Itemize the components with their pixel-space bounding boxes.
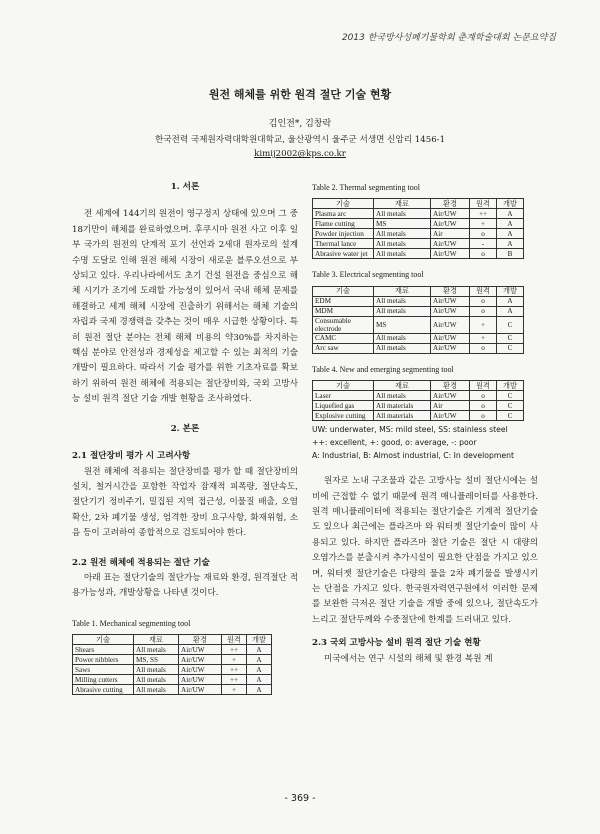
table-cell: Air/UW [179,675,222,685]
header-environment: 환경 [431,381,470,391]
header-development: 개발 [497,199,524,209]
table-cell: + [470,316,497,333]
table-4-caption: Table 4. New and emerging segmenting tool [312,364,454,374]
table-cell: ++ [470,209,497,219]
table-cell: Air/UW [431,333,470,343]
table-row [313,343,524,353]
table-row [73,645,272,655]
table-cell: Explosive cutting [313,411,374,421]
table-cell: All metals [374,239,431,249]
table-row [73,685,272,695]
table-cell: ++ [222,665,247,675]
table-cell: B [497,249,524,259]
table-cell: Powder injection [313,229,374,239]
section-2-1-heading: 2.1 절단장비 평가 시 고려사항 [72,451,191,462]
table-cell: All metals [374,209,431,219]
table-header-row [313,286,524,296]
left-column [72,180,298,695]
table-cell: C [497,401,524,411]
table-cell: A [247,655,272,665]
header-tech: 기술 [313,286,374,296]
legend-line-1: UW: underwater, MS: mild steel, SS: stainless steel [312,425,508,435]
table-cell: Air [431,401,470,411]
email-link[interactable]: kimij2002@kps.co.kr [254,149,346,159]
table-1-body [73,645,272,695]
table-cell: EDM [313,296,374,306]
header-remote: 원격 [470,199,497,209]
table-cell: + [222,685,247,695]
body-heading: 2. 본론 [170,423,200,434]
table-cell: Liquefied gas [313,401,374,411]
table-cell: Air/UW [179,655,222,665]
table-cell: All materials [374,411,431,421]
table-header-row [73,635,272,645]
table-row [313,209,524,219]
table-cell: Air/UW [431,343,470,353]
table-cell: Air/UW [431,219,470,229]
running-header: 2013 한국방사성폐기물학회 춘계학술대회 논문요약집 [341,33,556,43]
table-1-caption: Table 1. Mechanical segmenting tool [72,618,191,628]
table-cell: Saws [73,665,134,675]
table-cell: o [470,306,497,316]
table-cell: Air/UW [179,645,222,655]
header-remote: 원격 [470,286,497,296]
table-cell: A [247,685,272,695]
table-cell: A [497,296,524,306]
header-material: 재료 [134,635,179,645]
section-2-2-heading: 2.2 원전 해체에 적용되는 절단 기술 [72,557,210,568]
table-cell: All metals [374,229,431,239]
table-cell: Laser [313,391,374,401]
table-row [313,306,524,316]
table-header-row [313,381,524,391]
table-cell: - [470,239,497,249]
header-development: 개발 [497,381,524,391]
table-row [313,296,524,306]
table-cell: A [497,209,524,219]
table-cell: + [470,333,497,343]
table-cell: C [497,411,524,421]
table-cell: ++ [222,675,247,685]
header-environment: 환경 [431,286,470,296]
table-cell: o [470,411,497,421]
right-column [312,180,538,667]
table-cell: C [497,343,524,353]
table-cell: MS [374,316,431,333]
page-number: - 369 - [284,793,316,804]
table-cell: A [497,306,524,316]
table-cell: Air [431,229,470,239]
section-2-2-paragraph: 아래 표는 절단기술의 절단가능 재료와 환경, 원격절단 적용가능성과, 개발상황을 나타낸 것이다. [72,572,298,599]
remote-cutting-paragraph: 원자로 노내 구조물과 같은 고방사능 설비 절단시에는 설비에 근접할 수 없기 때문에 원격 매니퓰레이터를 사용한다. 원격 매니퓰레이터에 적용되는 절단기술은 기계적 절단기술도 있으나 최근에는 플라즈마 와 워터젯 절단기술이 많이 사용되고 있다. 하지만 플라즈마 절단 기술은 절단 시 대량의 오염가스를 분출시켜 추가시설이 필요한 단점을 가지고 있으며, 워터젯 절단기술은 다량의 물을 2차 폐기물을 발생시키는 단점을 가지고 있다. 한국원자력연구원에서 이러한 문제를 보완한 극저온 절단 기술을 개발 중에 있으나, 절단속도가 느리고 절단두께와 수중절단에 한계를 드러내고 있다. [312,476,538,625]
table-cell: Air/UW [179,685,222,695]
table-cell: o [470,229,497,239]
table-cell: Plasma arc [313,209,374,219]
table-cell: All materials [374,401,431,411]
table-cell: Air/UW [431,316,470,333]
table-cell: Milling cutters [73,675,134,685]
header-tech: 기술 [313,381,374,391]
header-remote: 원격 [222,635,247,645]
table-row [73,655,272,665]
legend-line-2: ++: excellent, +: good, o: average, -: poor [312,438,477,448]
table-row [313,239,524,249]
table-cell: All metals [374,343,431,353]
table-cell: All metals [374,306,431,316]
table-2 [312,198,524,259]
affiliation: 한국전력 국제원자력대학원대학교, 울산광역시 울주군 서생면 신암리 1456-1 [154,135,446,145]
table-row [313,333,524,343]
table-cell: Abrasive water jet [313,249,374,259]
header-development: 개발 [497,286,524,296]
authors: 김인전*, 김창락 [268,119,332,129]
table-3-body [313,296,524,353]
table-cell: All metals [134,675,179,685]
table-row [313,229,524,239]
intro-paragraph: 전 세계에 144기의 원전이 영구정지 상태에 있으며 그 중 18기만이 해체를 완료하였으며. 후쿠시마 원전 사고 이후 일부 국가의 원전의 단계적 포기 선언과 2세대 원자로의 설계수명 도달로 인해 원전 해체 시장이 새로운 블루오션으로 부상되고 있다. 우리나라에서도 초기 건설 원전을 중심으로 해체 시기가 조기에 도래할 가능성이 있어서 국내 해체 문제를 해결하고 세계 해체 시장에 진출하기 위해서는 해체 기술의 자립과 국제 경쟁력을 갖추는 것이 매우 시급한 상황이다. 특히 원전 절단 분야는 전체 해체 비용의 약30%를 차지하는 핵심 분야로 안전성과 경제성을 제고할 수 있는 최적의 기술 개발이 필요하다. 따라서 기술 평가를 위한 기초자료를 확보하기 위하여 원전 해체에 적용되는 절단장비와, 국외 고방사능 설비 원격 절단 기술 개발 현황을 조사하였다. [72,209,298,405]
table-cell: Shears [73,645,134,655]
table-cell: MS [374,219,431,229]
table-cell: Air/UW [431,391,470,401]
table-cell: All metals [134,685,179,695]
header-material: 재료 [374,286,431,296]
header-environment: 환경 [431,199,470,209]
table-row [313,391,524,401]
table-cell: Thermal lance [313,239,374,249]
table-cell: + [470,219,497,229]
header-tech: 기술 [73,635,134,645]
table-3 [312,286,524,354]
table-cell: o [470,401,497,411]
table-cell: o [470,249,497,259]
table-row [313,316,524,333]
table-2-body [313,209,524,259]
table-cell: C [497,316,524,333]
section-2-3-heading: 2.3 국외 고방사능 설비 원격 절단 기술 현황 [312,638,481,649]
table-4-body [313,391,524,421]
table-2-caption: Table 2. Thermal segmenting tool [312,183,420,192]
table-cell: C [497,391,524,401]
table-cell: Power nibblers [73,655,134,665]
header-development: 개발 [247,635,272,645]
intro-heading: 1. 서론 [170,182,200,192]
table-cell: Air/UW [431,306,470,316]
table-cell: All metals [134,645,179,655]
table-4 [312,380,524,421]
header-material: 재료 [374,381,431,391]
table-cell: All metals [134,665,179,675]
table-cell: Air/UW [431,209,470,219]
header-remote: 원격 [470,381,497,391]
table-cell: Air/UW [431,249,470,259]
table-cell: Air/UW [431,296,470,306]
table-cell: MS, SS [134,655,179,665]
table-cell: o [470,343,497,353]
table-cell: CAMC [313,333,374,343]
table-cell: o [470,391,497,401]
table-cell: All metals [374,333,431,343]
header-tech: 기술 [313,199,374,209]
table-cell: Consumable electrode [313,316,374,333]
table-cell: ++ [222,645,247,655]
table-cell: A [247,675,272,685]
table-row [313,219,524,229]
table-cell: MDM [313,306,374,316]
legend-line-3: A: Industrial, B: Almost industrial, C: In development [312,451,514,461]
table-cell: + [222,655,247,665]
table-cell: Arc saw [313,343,374,353]
table-cell: All metals [374,391,431,401]
table-cell: o [470,296,497,306]
table-1 [72,634,272,695]
table-cell: Air/UW [431,239,470,249]
table-cell: Flame cutting [313,219,374,229]
table-cell: C [497,333,524,343]
table-cell: A [497,229,524,239]
header-environment: 환경 [179,635,222,645]
table-cell: All metals [374,296,431,306]
table-cell: A [497,219,524,229]
table-cell: Air/UW [431,411,470,421]
table-cell: Abrasive cutting [73,685,134,695]
table-row [73,665,272,675]
table-3-caption: Table 3. Electrical segmenting tool [312,270,424,280]
table-row [73,675,272,685]
table-cell: A [497,239,524,249]
table-cell: Air/UW [179,665,222,675]
header-material: 재료 [374,199,431,209]
table-row [313,249,524,259]
table-header-row [313,199,524,209]
section-2-3-paragraph: 미국에서는 연구 시설의 해체 및 환경 복원 계 [324,653,493,664]
table-row [313,401,524,411]
table-row [313,411,524,421]
paper-title: 원전 해체를 위한 원격 절단 기술 현황 [208,88,392,101]
table-cell: A [247,665,272,675]
table-cell: A [247,645,272,655]
table-cell: All metals [374,249,431,259]
section-2-1-paragraph: 원전 해체에 적용되는 절단장비를 평가 할 때 절단장비의 설치, 철거시간을 포함한 작업자 잠재적 피폭량, 절단속도, 절단기기 정비주기, 밀집된 지역 접근성, 이물질 배출, 오염 확산, 2차 폐기물 생성, 엄격한 장비 요구사항, 화재위험, 소음 등이 고려하여 종합적으로 검토되어야 한다. [72,466,298,539]
